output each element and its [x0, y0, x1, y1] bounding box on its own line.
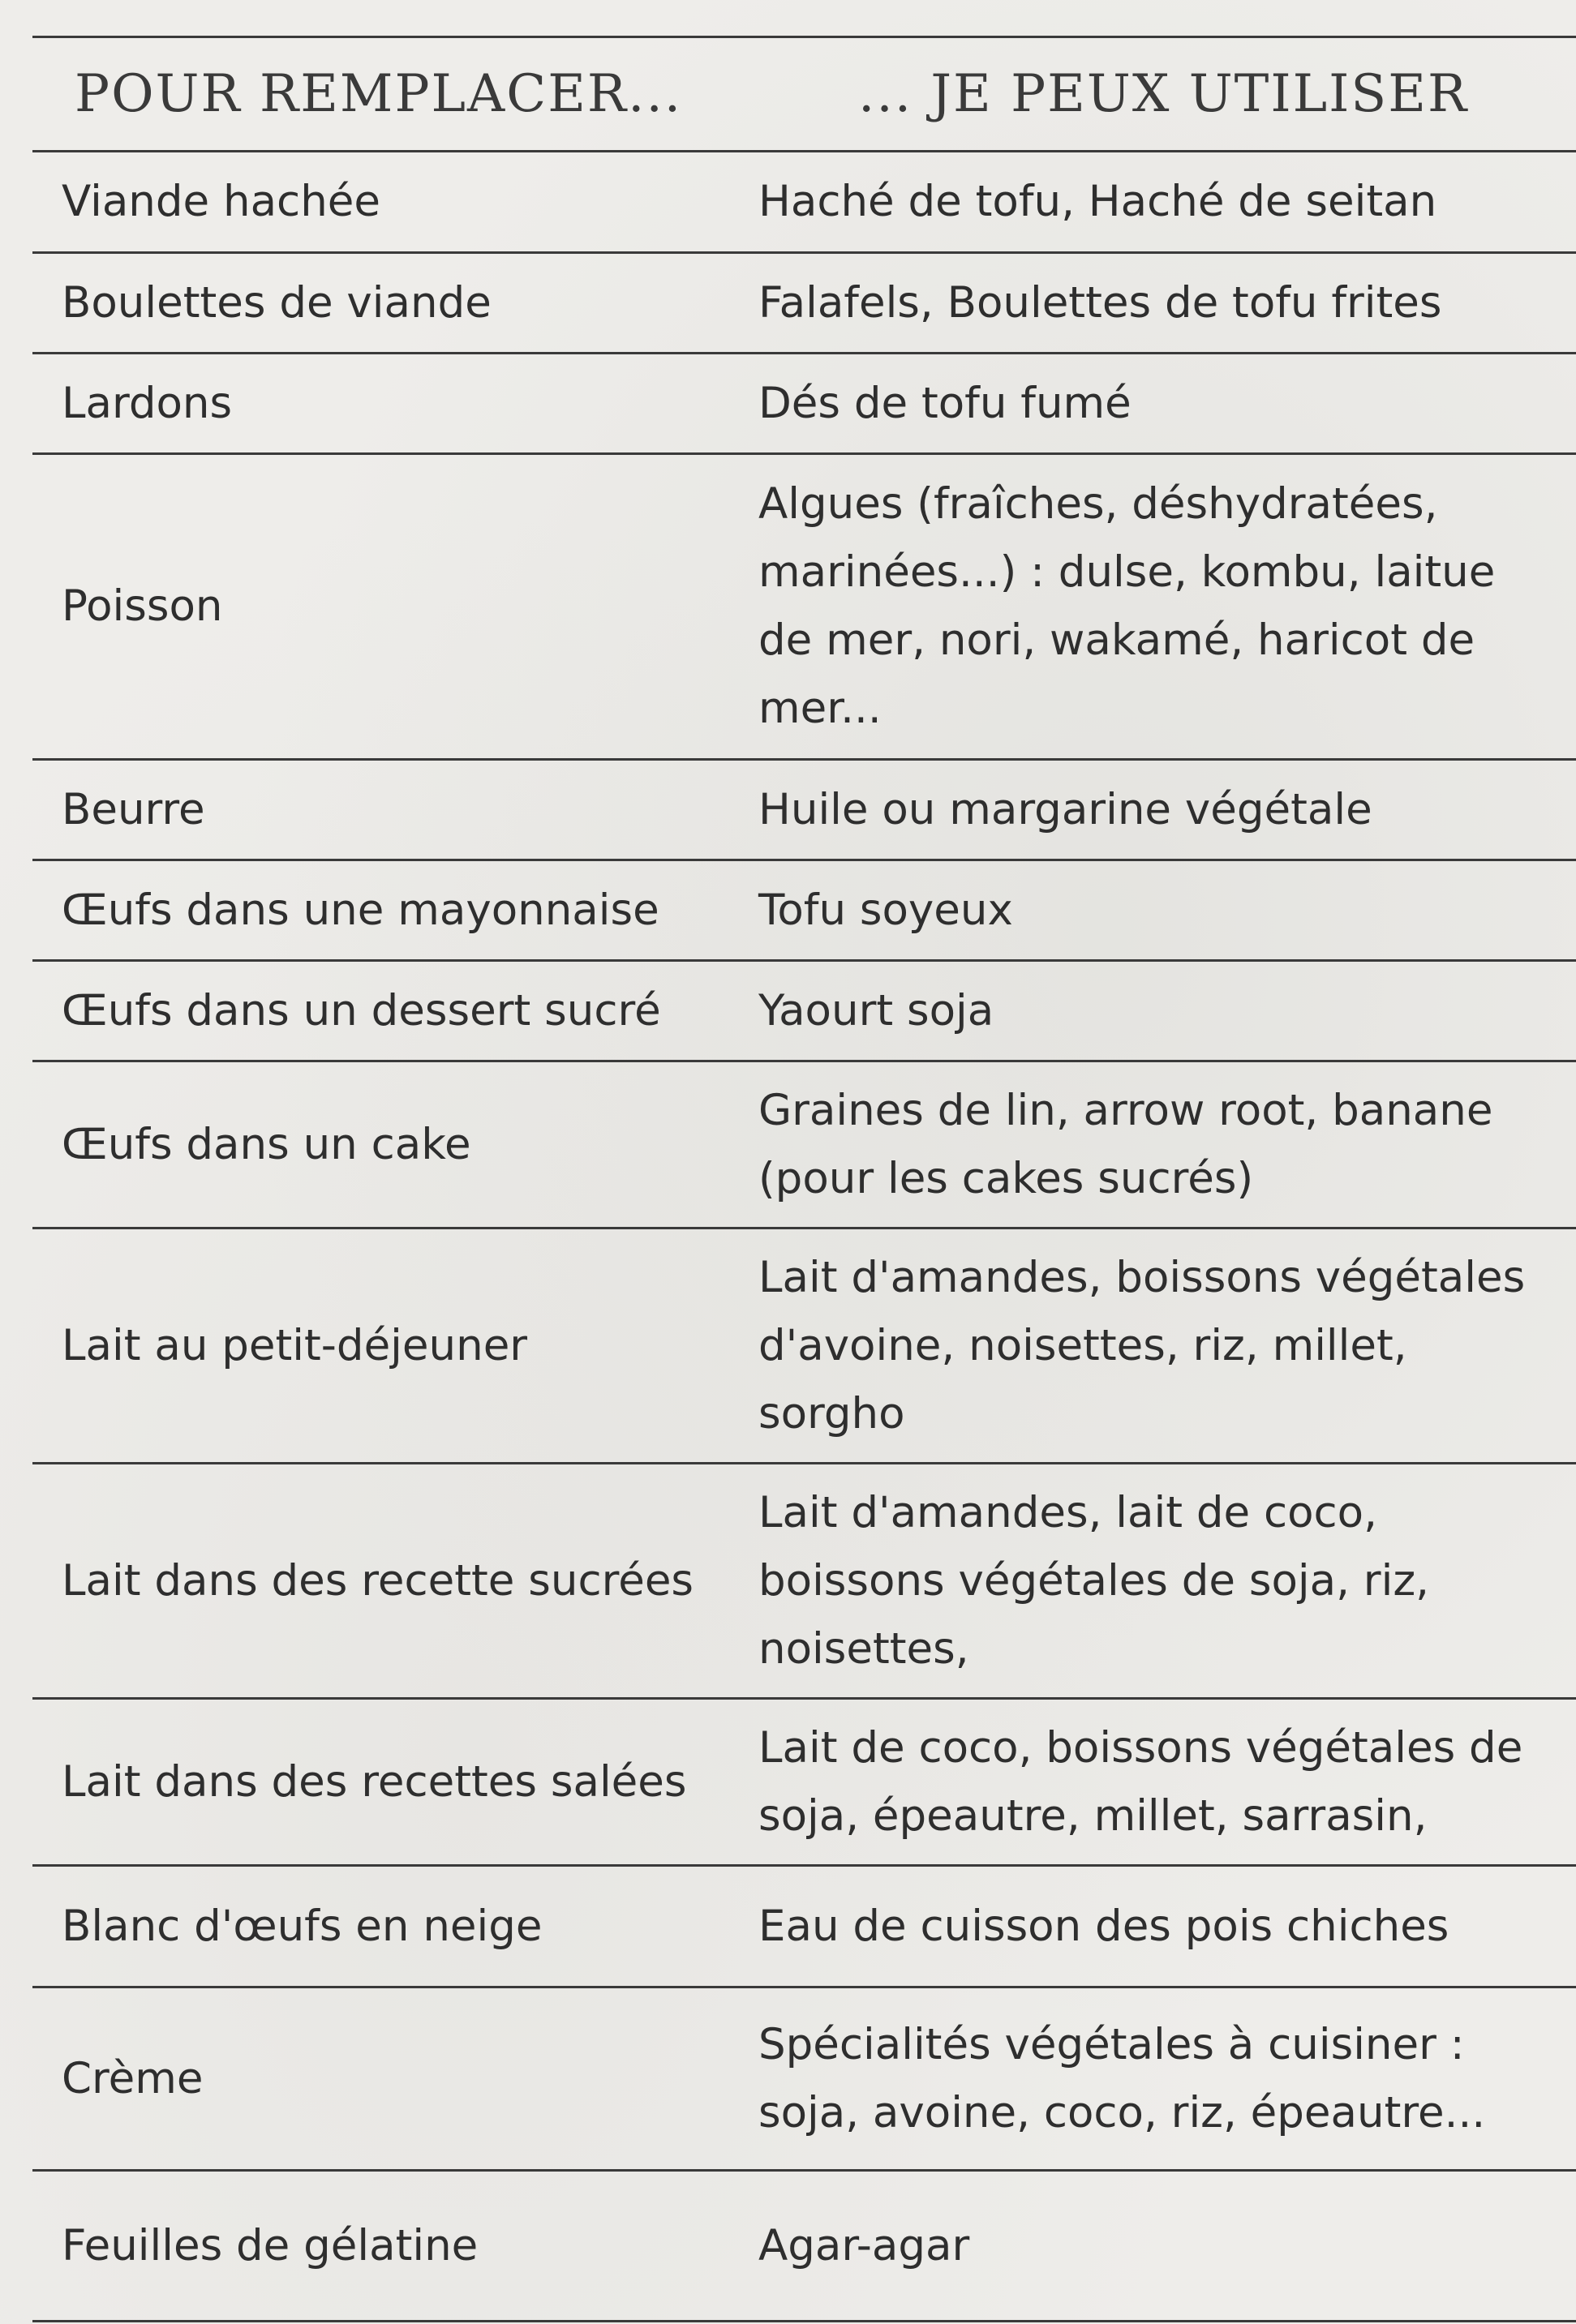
table-row	[32, 254, 1576, 354]
use-line: soja, avoine, coco, riz, épeautre...	[758, 2087, 1486, 2137]
use-line: noisettes,	[758, 1623, 969, 1674]
table-row	[32, 1700, 1576, 1867]
replace-cell: Lardons	[62, 378, 233, 428]
use-cell	[758, 269, 1576, 337]
table-row	[32, 455, 1576, 761]
use-cell	[758, 470, 1576, 743]
replace-cell: Feuilles de gélatine	[62, 2220, 479, 2270]
replace-cell: Lait au petit-déjeuner	[62, 1320, 528, 1370]
use-line: sorgho	[758, 1388, 905, 1439]
substitution-table	[32, 36, 1576, 2322]
use-line: Lait d'amandes, boissons végétales	[758, 1252, 1526, 1302]
use-line: Agar-agar	[758, 2220, 970, 2270]
use-line: d'avoine, noisettes, riz, millet,	[758, 1320, 1407, 1370]
use-cell	[758, 370, 1576, 438]
table-row	[32, 152, 1576, 254]
use-line: Graines de lin, arrow root, banane	[758, 1085, 1493, 1135]
replace-cell: Crème	[62, 2053, 204, 2103]
replace-cell: Beurre	[62, 784, 205, 834]
replace-cell: Lait dans des recette sucrées	[62, 1555, 694, 1606]
use-line: Spécialités végétales à cuisiner :	[758, 2019, 1465, 2069]
use-cell	[758, 1714, 1576, 1850]
header-use: ... JE PEUX UTILISER	[858, 64, 1469, 124]
use-line: Lait de coco, boissons végétales de	[758, 1722, 1523, 1773]
use-cell	[758, 2011, 1576, 2147]
use-cell	[758, 776, 1576, 844]
use-line: (pour les cakes sucrés)	[758, 1153, 1254, 1203]
use-cell	[758, 977, 1576, 1045]
table-header	[32, 38, 1576, 152]
header-replace: POUR REMPLACER...	[75, 64, 683, 124]
use-cell	[758, 1479, 1576, 1683]
table-row	[32, 2172, 1576, 2322]
replace-cell: Viande hachée	[62, 177, 380, 226]
table-row	[32, 1988, 1576, 2172]
table-row	[32, 1062, 1576, 1229]
table-row	[32, 761, 1576, 861]
use-line: Tofu soyeux	[758, 885, 1013, 935]
use-line: boissons végétales de soja, riz,	[758, 1555, 1429, 1606]
use-cell	[758, 1077, 1576, 1213]
use-cell	[758, 877, 1576, 945]
use-line: Yaourt soja	[758, 985, 994, 1036]
table-row	[32, 1867, 1576, 1988]
replace-cell: Boulettes de viande	[62, 277, 492, 328]
table-row	[32, 1464, 1576, 1700]
replace-cell: Lait dans des recettes salées	[62, 1756, 687, 1807]
use-line: de mer, nori, wakamé, haricot de	[758, 615, 1475, 665]
replace-cell: Poisson	[62, 581, 223, 631]
table-row	[32, 962, 1576, 1062]
use-line: Falafels, Boulettes de tofu frites	[758, 277, 1442, 328]
replace-cell: Œufs dans un dessert sucré	[62, 985, 661, 1036]
use-line: Lait d'amandes, lait de coco,	[758, 1487, 1377, 1537]
use-cell	[758, 1244, 1576, 1448]
use-line: soja, épeautre, millet, sarrasin,	[758, 1790, 1428, 1841]
replace-cell: Œufs dans une mayonnaise	[62, 885, 659, 935]
use-cell	[758, 2212, 1576, 2280]
replace-cell: Blanc d'œufs en neige	[62, 1901, 543, 1951]
replace-cell: Œufs dans un cake	[62, 1119, 471, 1169]
use-line: Huile ou margarine végétale	[758, 784, 1372, 834]
use-cell	[758, 1893, 1576, 1961]
use-line: mer...	[758, 684, 882, 733]
use-line: marinées...) : dulse, kombu, laitue	[758, 547, 1496, 597]
table-row	[32, 354, 1576, 455]
table-row	[32, 861, 1576, 962]
use-line: Eau de cuisson des pois chiches	[758, 1901, 1449, 1951]
use-cell	[758, 168, 1576, 236]
use-line: Algues (fraîches, déshydratées,	[758, 479, 1438, 529]
use-line: Dés de tofu fumé	[758, 378, 1132, 428]
table-row	[32, 1229, 1576, 1464]
use-line: Haché de tofu, Haché de seitan	[758, 177, 1437, 226]
